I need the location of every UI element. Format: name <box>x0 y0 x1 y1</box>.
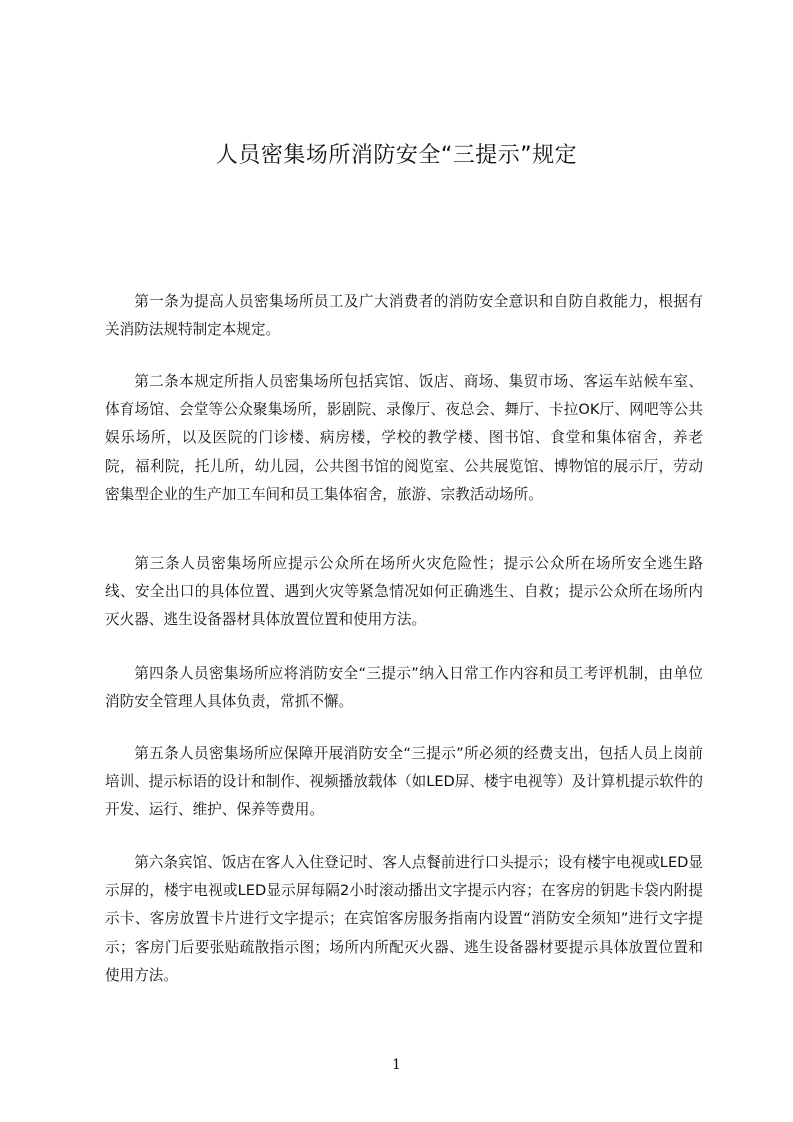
article-6: 第六条宾馆、饭店在客人入住登记时、客人点餐前进行口头提示；设有楼宇电视或LED显示屏的，楼宇电视或LED显示屏每隔2小时滚动播出文字提示内容；在客房的钥匙卡袋内附提示卡、客房放置卡片进行文字提示；在宾馆客房服务指南内设置“消防安全须知”进行文字提示；客房门后要张贴疏散指示图；场所内所配灭火器、逃生设备器材要提示具体放置位置和使用方法。 <box>105 854 703 984</box>
page-number: 1 <box>392 1057 401 1073</box>
article-1: 第一条为提高人员密集场所员工及广大消费者的消防安全意识和自防自救能力，根据有关消防法规特制定本规定。 <box>105 293 703 339</box>
article-2: 第二条本规定所指人员密集场所包括宾馆、饭店、商场、集贸市场、客运车站候车室、体育场馆、会堂等公众聚集场所，影剧院、录像厅、夜总会、舞厅、卡拉OK厅、网吧等公共娱乐场所，以及医院的门诊楼、病房楼，学校的教学楼、图书馆、食堂和集体宿舍，养老院，福利院，托儿所，幼儿园，公共图书馆的阅览室、公共展览馆、博物馆的展示厅，劳动密集型企业的生产加工车间和员工集体宿舍，旅游、宗教活动场所。 <box>105 373 703 503</box>
article-4: 第四条人员密集场所应将消防安全“三提示”纳入日常工作内容和员工考评机制，由单位消防安全管理人具体负责，常抓不懈。 <box>105 665 703 711</box>
article-3: 第三条人员密集场所应提示公众所在场所火灾危险性；提示公众所在场所安全逃生路线、安全出口的具体位置、遇到火灾等紧急情况如何正确逃生、自救；提示公众所在场所内灭火器、逃生设备器材具体放置位置和使用方法。 <box>105 555 703 629</box>
document-title: 人员密集场所消防安全“三提示”规定 <box>215 143 578 168</box>
article-5: 第五条人员密集场所应保障开展消防安全“三提示”所必须的经费支出，包括人员上岗前培训、提示标语的设计和制作、视频播放载体（如LED屏、楼宇电视等）及计算机提示软件的开发、运行、维护、保养等费用。 <box>105 745 703 819</box>
